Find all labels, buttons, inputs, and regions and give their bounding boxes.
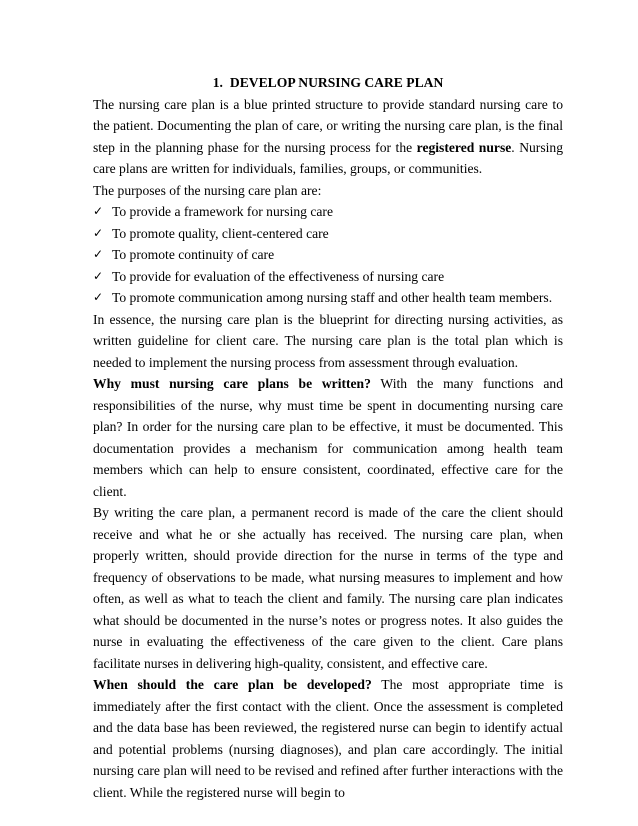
intro-text-start: The nursing care plan is a blue printed structure to provide standard nursing care to the patient. Documenting the plan of care, or writing the nursing care plan, is the final step in the planning phase for the nursing process for the	[93, 96, 563, 155]
list-item	[93, 223, 563, 245]
purposes-heading: The purposes of the nursing care plan are:	[93, 182, 322, 198]
section-title-text: DEVELOP NURSING CARE PLAN	[229, 75, 444, 90]
check-mark-icon: ✓	[93, 225, 104, 240]
section-title	[93, 72, 563, 94]
permanent-record-paragraph: By writing the care plan, a permanent record is made of the care the client should receive and what he or she actually has received. The nursing care plan, when properly written, should provide direction for the nurse in terms of the type and frequency of observations to be made, what nursing measures to implement and how often, as well as what to teach the client and family. The nursing care plan indicates what should be documented in the nurse’s notes or progress notes. It also guides the nurse in evaluating the effectiveness of the care given to the client. Care plans facilitate nurses in delivering high-quality, consistent, and effective care.	[93, 505, 563, 671]
document-page	[93, 72, 563, 803]
list-item	[93, 201, 563, 223]
when-heading: When should the care plan be developed?	[93, 677, 372, 692]
check-mark-icon: ✓	[93, 247, 104, 261]
list-item-text: To promote communication among nursing staff and other health team members.	[112, 290, 553, 305]
list-item	[93, 287, 563, 309]
check-mark-icon: ✓	[93, 268, 104, 283]
list-item	[93, 266, 563, 288]
when-text: The most appropriate time is immediately after the first contact with the client. Once the assessment is completed and the data base has been reviewed, the registered nurse can begin to identify actual and potential problems (nursing diagnoses), and plan care accordingly. The initial nursing care plan will need to be revised and refined after further interactions with the client. While the registered nurse will begin to	[93, 677, 563, 800]
intro-paragraph	[93, 94, 563, 180]
list-item-text: To provide a framework for nursing care	[112, 204, 333, 219]
intro-text-end: . Nursing care plans are written for individuals, families, groups, or communities.	[93, 139, 563, 176]
why-text: With the many functions and responsibilities of the nurse, why must time be spent in documenting nursing care plan? In order for the nursing care plan to be effective, it must be documented. This documentation provides a mechanism for communication among health team members which can help to ensure consistent, coordinated, effective care for the client.	[93, 376, 563, 499]
purposes-list	[93, 201, 563, 309]
list-item-text: To provide for evaluation of the effectiveness of nursing care	[112, 268, 445, 284]
why-heading: Why must nursing care plans be written?	[93, 376, 371, 391]
list-item-text: To promote quality, client-centered care	[112, 225, 329, 241]
intro-bold-term: registered nurse	[416, 139, 512, 155]
check-mark-icon: ✓	[93, 290, 104, 304]
section-number: 1.	[212, 75, 223, 90]
check-mark-icon: ✓	[93, 204, 104, 218]
when-paragraph	[93, 674, 563, 803]
list-item-text: To promote continuity of care	[112, 247, 275, 262]
list-item	[93, 244, 563, 266]
why-paragraph	[93, 373, 563, 502]
essence-paragraph: In essence, the nursing care plan is the blueprint for directing nursing activities, as written guideline for client care. The nursing care plan is the total plan which is needed to implement the nursing process from assessment through evaluation.	[93, 311, 563, 370]
